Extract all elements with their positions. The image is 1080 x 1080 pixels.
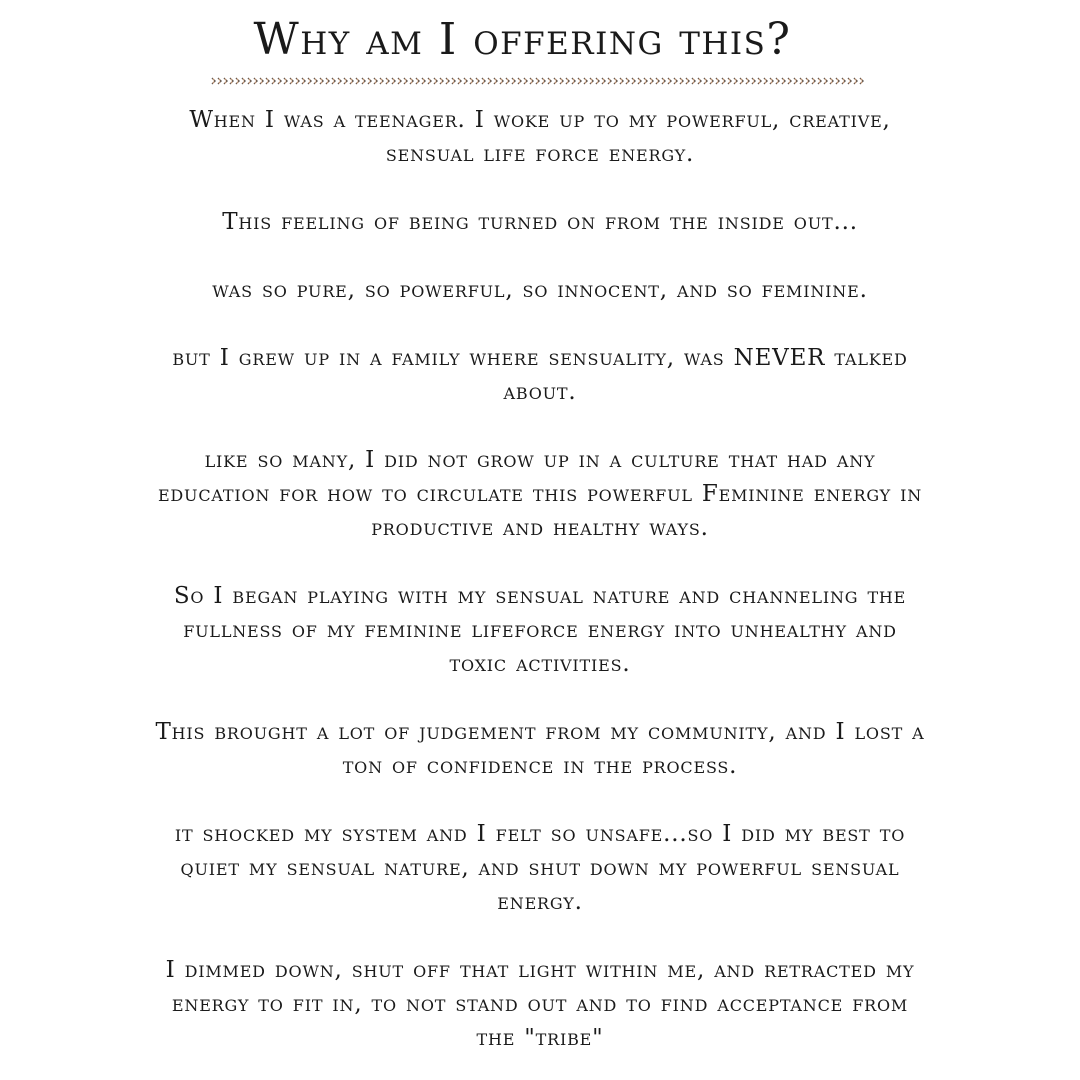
paragraph: This feeling of being turned on from the inside out...: [222, 209, 858, 235]
paragraph: was so pure, so powerful, so innocent, and so feminine.: [212, 277, 868, 303]
paragraph: This brought a lot of judgement from my community, and I lost a ton of confidence in the process.: [155, 719, 925, 779]
body-text: [150, 103, 930, 1055]
paragraph: When I was a teenager. I woke up to my powerful, creative, sensual life force energy.: [189, 107, 891, 167]
chevron-divider-icon: [210, 72, 870, 90]
paragraph: it shocked my system and I felt so unsafe...so I did my best to quiet my sensual nature, and shut down my powerful sensual energy.: [174, 821, 906, 915]
page-title: Why am I offering this?: [253, 14, 792, 65]
paragraph: like so many, I did not grow up in a culture that had any education for how to circulate this powerful Feminine energy in productive and healthy ways.: [157, 447, 923, 541]
paragraph: but I grew up in a family where sensuality, was NEVER talked about.: [172, 345, 908, 405]
paragraph: I dimmed down, shut off that light within me, and retracted my energy to fit in, to not stand out and to find acceptance from the "tribe": [165, 957, 915, 1051]
paragraph: So I began playing with my sensual nature and channeling the fullness of my feminine lifeforce energy into unhealthy and toxic activities.: [173, 583, 907, 677]
